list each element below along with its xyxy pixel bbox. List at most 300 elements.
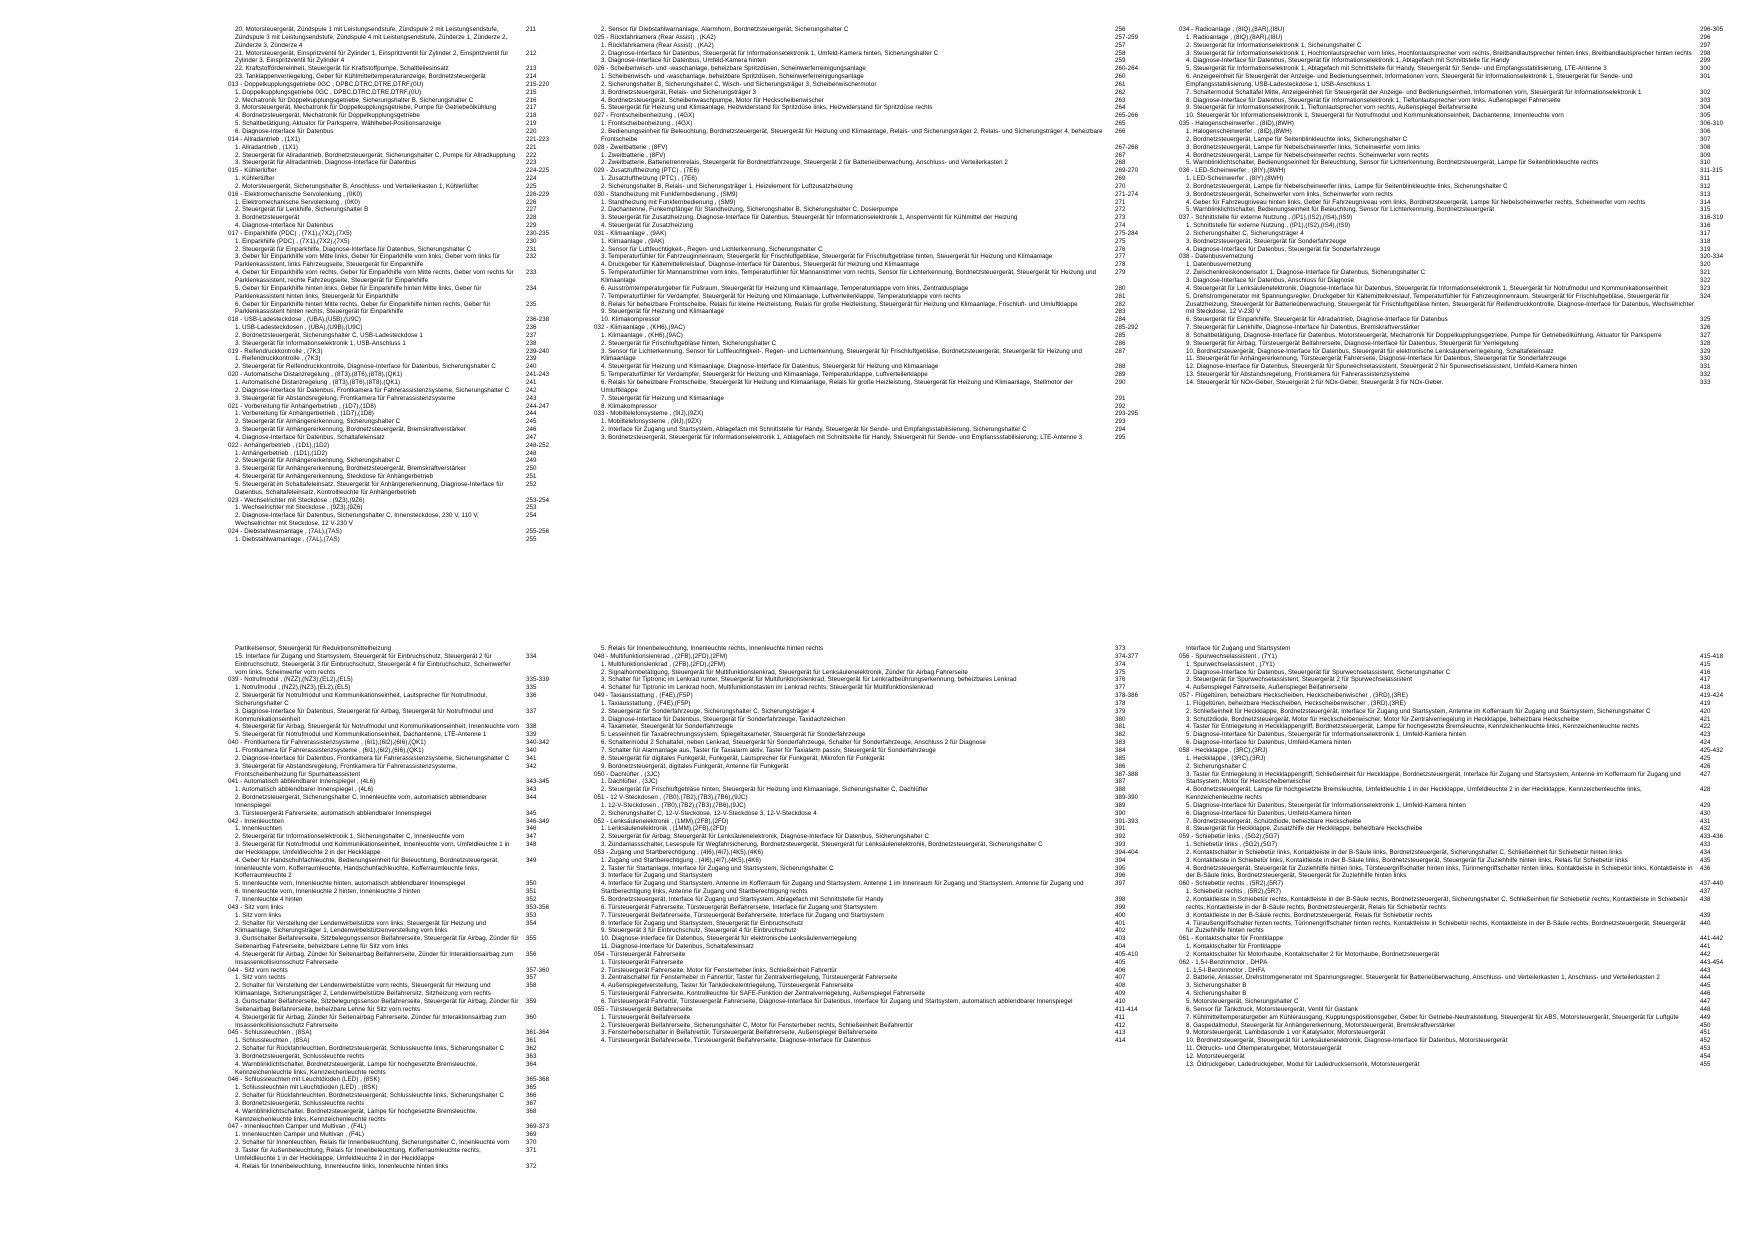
toc-entry-label: 9. Steuergerät für Informationselektronik 1, Tieftonlautsprecher vorn rechts, Außenspiegel Beifahrerseite bbox=[1186, 104, 1478, 112]
toc-entry-page: 318 bbox=[1700, 237, 1711, 245]
toc-entry-label: 1. Radioanlage , (8IQ),(8AR),(I8U) bbox=[1186, 33, 1283, 41]
toc-entry bbox=[1179, 708, 1746, 716]
toc-entry-page: 394-404 bbox=[1115, 848, 1139, 856]
toc-entry bbox=[228, 825, 576, 833]
toc-entry-label: 2. Schalter für Rückfahrleuchten, Bordnetzsteuergerät, Schlussleuchte links, Sicherungshalter C bbox=[235, 1045, 504, 1053]
toc-entry-label: 056 - Spurwechselassistent , (7Y1) bbox=[1179, 652, 1278, 660]
toc-entry-label: 5. Türsteuergerät Fahrerseite, Kontrollleuchte für SAFE-Funktion der Zentralverriegelung, Außenspiegel Fahrerseite bbox=[601, 990, 926, 998]
toc-entry-label: 2. Steuergerät für Reifendruckkontrolle, Diagnose-Interface für Datenbus, Sicherungshalter C bbox=[235, 363, 496, 371]
toc-entry bbox=[594, 849, 1161, 857]
toc-entry-page: 233 bbox=[526, 269, 537, 277]
toc-entry-label: 4. Steuergerät für Airbag, Zünder für Seitenairbag Beifahrerseite, Zünder für Interaktionsairbag zum Insassenkollisionsschutz Fahrerseite bbox=[235, 950, 514, 966]
toc-entry bbox=[594, 316, 1161, 324]
toc-entry bbox=[228, 395, 576, 403]
toc-entry-label: 047 - Innenleuchten Camper und Multivan , (F4L) bbox=[228, 1123, 367, 1131]
toc-entry-label: 5. Lesseinheit für Taxabrechnungssystem, Spiegeltaxameter, Steuergerät für Sonderfahrzeuge bbox=[601, 731, 866, 739]
toc-entry-label: 10. Diagnose-Interface für Datenbus, Steuergerät für elektronische Lenksäulenverriegelung bbox=[601, 935, 857, 943]
toc-entry-page: 436 bbox=[1700, 864, 1711, 872]
toc-entry-page: 425-432 bbox=[1700, 746, 1724, 754]
toc-entry-label: 21. Motorsteuergerät, Einspritzventil für Zylinder 1, Einspritzventil für Zylinder 2, Einspritzventil für Zylinder 3, Einspritzventil für Zylinder 4 bbox=[235, 49, 509, 65]
toc-entry-page: 247 bbox=[526, 433, 537, 441]
toc-entry bbox=[228, 410, 576, 418]
toc-entry-page: 439 bbox=[1700, 911, 1711, 919]
toc-entry bbox=[1179, 802, 1746, 810]
toc-entry-label: 3. Kontaktleiste in Schiebetür links, Kontaktleiste in der B-Säule links, Bordnetzsteuergerät, Steuergerät für Zuziehhilfe hinten links, Relais für Schiebetür links bbox=[1186, 856, 1628, 864]
toc-entry bbox=[1179, 183, 1746, 191]
toc-entry-label: 3. Gurtschalter Beifahrerseite, Sitzbelegungssensor Beifahrerseite, Steuergerät für Airbag, Zünder für Seitenairbag Beifahrerseite, beheizbare Lehne für Sitz vorn rechts bbox=[235, 997, 519, 1013]
toc-entry bbox=[1179, 175, 1746, 183]
toc-entry-page: 283 bbox=[1115, 308, 1126, 316]
toc-entry-page: 231 bbox=[526, 245, 537, 253]
toc-entry bbox=[228, 1147, 576, 1163]
toc-entry bbox=[594, 1029, 1161, 1037]
toc-entry-page: 346 bbox=[526, 825, 537, 833]
toc-entry-label: 1. Halogenscheinwerfer , (8ID),(8WH) bbox=[1186, 127, 1292, 135]
toc-entry bbox=[594, 998, 1161, 1006]
toc-entry-label: 9. Steuergerät 3 für Einbruchschutz, Steuergerät 4 für Einbruchschutz bbox=[601, 927, 797, 935]
toc-entry-label: 2. Kontaktleiste in Schiebetür rechts, Kontaktleiste in der B-Säule rechts, Bordnetzsteuergerät, Sicherungshalter C, Schließeinheit für Schiebetür rechts, Kontaktleiste in Schiebetür rechts, Kontaktleiste in der B-Säule rechts, Bordnetzsteuergerät, Relais für Schiebetür rechts bbox=[1186, 896, 1688, 911]
toc-entry-page: 358 bbox=[526, 982, 537, 990]
toc-entry bbox=[228, 778, 576, 786]
toc-entry-label: 4. Bordnetzsteuergerät, Steuergerät für Zuziehhilfe hinten links, Türsteuergriffschalter hinten links, Türinnengriffschalter hinten links, Kontaktleiste in Schiebetür links, Kontaktleiste in der B-Säule links, Bordnetzsteuergerät, Steuergerät für Zuziehhilfe hinten links bbox=[1186, 864, 1693, 880]
toc-entry bbox=[594, 943, 1161, 951]
toc-entry-page: 226 bbox=[526, 198, 537, 206]
toc-entry-label: 7. Temperaturfühler für Verdampfer, Steuergerät für Heizung und Klimaanlage, Luftverteilerklappe, Temperaturklappe vorn rechts bbox=[601, 292, 961, 300]
toc-entry-label: 2. Diagnose-Interface für Datenbus, Frontkamera für Fahrerassistenzsysteme, Sicherungshalter C bbox=[235, 754, 510, 762]
toc-entry bbox=[1179, 230, 1746, 238]
toc-entry-page: 391 bbox=[1115, 825, 1126, 833]
toc-entry-label: 1. Zugang und Startberechtigung , (4I6),(4I7),(4K5),(4K6) bbox=[601, 856, 762, 864]
toc-entry bbox=[228, 418, 576, 426]
toc-entry bbox=[1179, 723, 1746, 731]
toc-entry-label: 1. Anhängerbetrieb , (1D1),(1D2) bbox=[235, 449, 328, 457]
toc-entry-label: 017 - Einparkhilfe (PDC) , (7X1),(7X2),(7X5) bbox=[228, 229, 352, 237]
toc-entry-label: 5. Geber für Einparkhilfe hinten links, Geber für Einparkhilfe hinten Mitte links, Geber für Parklenkassistent hinten links, Steuergerät für Einparkhilfe bbox=[235, 284, 482, 300]
toc-entry bbox=[228, 152, 576, 160]
toc-entry-page: 379 bbox=[1115, 707, 1126, 715]
toc-entry-page: 365 bbox=[526, 1084, 537, 1092]
toc-entry-page: 282 bbox=[1115, 300, 1126, 308]
toc-entry-label: 062 - 1,5-l-Benzinmotor , DHPA bbox=[1179, 958, 1268, 966]
toc-entry-page: 345 bbox=[526, 809, 537, 817]
toc-entry-label: 1. Datenbusvernetzung bbox=[1186, 261, 1252, 269]
toc-entry-page: 253 bbox=[526, 504, 537, 512]
toc-entry-page: 332 bbox=[1700, 371, 1711, 379]
toc-entry-page: 316-319 bbox=[1700, 214, 1724, 222]
toc-entry-page: 276 bbox=[1115, 245, 1126, 253]
toc-entry-page: 433 bbox=[1700, 841, 1711, 849]
toc-entry bbox=[228, 1014, 576, 1030]
toc-entry bbox=[594, 191, 1161, 199]
toc-entry-label: 9. Steuergerät für Airbag, Türsteuergerät Beifahrerseite, Diagnose-Interface für Datenbus, Steuergerät für Verriegelung bbox=[1186, 339, 1519, 347]
toc-entry-page: 376 bbox=[1115, 676, 1126, 684]
toc-entry-page: 422 bbox=[1700, 723, 1711, 731]
toc-entry bbox=[228, 1131, 576, 1139]
toc-entry bbox=[594, 206, 1161, 214]
toc-entry-page: 362 bbox=[526, 1045, 537, 1053]
toc-entry-label: 1. LED-Scheinwerfer , (8IY),(8WH) bbox=[1186, 175, 1284, 183]
toc-entry bbox=[228, 747, 576, 755]
toc-entry-label: 2. Türsteuergerät Fahrerseite, Motor für Fensterheber links, Schließeinheit Fahrertür bbox=[601, 966, 837, 974]
toc-entry-label: 055 - Türsteuergerät Beifahrerseite bbox=[594, 1005, 693, 1013]
toc-entry bbox=[228, 465, 576, 473]
toc-entry-page: 256 bbox=[1115, 26, 1126, 33]
toc-entry-label: 6. Sensor für Tankdruck, Motorsteuergerät, Ventil für Gastank bbox=[1186, 1005, 1358, 1013]
toc-entry-page: 311 bbox=[1700, 175, 1711, 183]
toc-entry-label: 4. Diagnose-Interface für Datenbus, Schaltafeleinsatz bbox=[235, 433, 385, 441]
toc-entry-label: 5. Schaltbetätigung, Aktuator für Parksperre, Wählhebel-Positionsanzeige bbox=[235, 120, 442, 128]
toc-entry bbox=[594, 857, 1161, 865]
toc-entry-page: 454 bbox=[1700, 1052, 1711, 1060]
toc-entry-page: 257-259 bbox=[1115, 33, 1139, 41]
toc-entry-page: 230 bbox=[526, 237, 537, 245]
toc-entry bbox=[228, 332, 576, 340]
toc-entry bbox=[228, 1139, 576, 1147]
toc-entry-page: 365-368 bbox=[526, 1076, 550, 1084]
toc-entry-page: 309 bbox=[1700, 151, 1711, 159]
toc-entry-label: 2. Taster für Startanlage, Interface für Zugang und Startsystem, Sicherungshalter C bbox=[601, 864, 834, 872]
toc-entry-page: 322 bbox=[1700, 277, 1711, 284]
toc-entry-label: 4. Steuergerät für Anhängererkennung, Steckdose für Anhängerbetrieb bbox=[235, 473, 434, 481]
toc-entry bbox=[228, 512, 576, 528]
toc-entry bbox=[594, 716, 1161, 724]
toc-entry-label: 3. Zentralschalter für Fensterheber in Fahrertür, Taster für Zentralverriegelung, Türsteuergerät Fahrerseite bbox=[601, 974, 898, 982]
toc-entry bbox=[1179, 355, 1746, 363]
toc-entry bbox=[1179, 363, 1746, 371]
toc-entry bbox=[1179, 943, 1746, 951]
toc-entry-label: 3. Bordnetzsteuergerät, Steuergerät für Informationselektronik 1, Ablagefach mit Schnittstelle für Handy, Steuergerät für Sende- und Empfanssstabilisierung, LTE-Antenne 3 bbox=[601, 433, 1083, 441]
toc-entry-page: 411 bbox=[1115, 1013, 1126, 1021]
toc-entry-label: 037 - Schnittstelle für externe Nutzung , (IP1),(IS2),(IS4),(IS9) bbox=[1179, 214, 1353, 222]
toc-entry-page: 381 bbox=[1115, 723, 1126, 731]
toc-entry bbox=[228, 301, 576, 317]
toc-entry-page: 408 bbox=[1115, 982, 1126, 990]
toc-entry-page: 443 bbox=[1700, 966, 1711, 974]
toc-entry-label: 7. Kühlmitteltemperaturgeber am Kühlerausgang, Kupplungspositionsgeber, Geber für Getriebe-Neutralstellung, Steuergerät für ABS, Motorsteuergerät, Steuergerät für Luftgüte bbox=[1186, 1013, 1679, 1021]
toc-entry bbox=[228, 167, 576, 175]
toc-entry-page: 310 bbox=[1700, 159, 1711, 167]
toc-entry bbox=[1179, 167, 1746, 175]
toc-entry-label: 1. Schlussleuchten mit Leuchtdioden (LED) , (8SK) bbox=[235, 1084, 378, 1092]
toc-entry-page: 224-225 bbox=[526, 167, 550, 175]
toc-entry-label: 4. Bordnetzsteuergerät, Scheibenwaschpumpe, Motor für Heckscheibenwischer bbox=[601, 96, 824, 104]
toc-entry-page: 271-274 bbox=[1115, 190, 1139, 198]
toc-entry-page: 289 bbox=[1115, 371, 1126, 379]
toc-entry-page: 449 bbox=[1700, 1013, 1711, 1021]
toc-entry-label: 3. Steuergerät für Notrufmodul und Kommunikationseinheit, Innenleuchte vorn, Umfeldleuchte 1 in der Heckklappe, Umfeldleuchte 2 in der Heckklappe bbox=[235, 841, 510, 856]
toc-entry bbox=[1179, 825, 1746, 833]
toc-entry-label: 11. Steuergerät für Anhängererkennung, Türsteuergerät Fahrerseite, Diagnose-Interface für Datenbus, Steuergerät für Sonderfahrzeuge bbox=[1186, 355, 1567, 363]
toc-entry-page: 410 bbox=[1115, 997, 1126, 1005]
toc-entry-page: 352 bbox=[526, 896, 537, 903]
toc-entry bbox=[228, 450, 576, 458]
toc-entry-page: 269 bbox=[1115, 175, 1126, 183]
toc-entry bbox=[1179, 920, 1746, 936]
toc-entry bbox=[228, 434, 576, 442]
toc-entry bbox=[594, 865, 1161, 873]
toc-entry-label: 11. Diagnose-Interface für Datenbus, Schaltafeleinsatz bbox=[601, 943, 754, 951]
toc-entry-label: 2. Bordnetzsteuergerät, Lampe für Seitenblinkleuchte links, Sicherungshalter C bbox=[1186, 135, 1408, 143]
toc-entry bbox=[1179, 739, 1746, 747]
toc-entry-label: 2. Mechatronik für Doppelkupplungsgetriebe, Sicherungshalter B, Sicherungshalter C bbox=[235, 96, 474, 104]
toc-entry-label: 2. Schalter für Verstellung der Lendenwirbelstütze vorn rechts, Steuergerät für Heizung und Klimaanlage, Sicherungsträger 2, Lendenwirbelstütze Beifahrersitz, Sitzheizung vorn rechts bbox=[235, 982, 491, 998]
toc-entry bbox=[1179, 967, 1746, 975]
toc-entry-label: 1. Kontaktschalter für Frontklappe bbox=[1186, 943, 1281, 951]
toc-entry-page: 401 bbox=[1115, 919, 1126, 927]
toc-entry-page: 399 bbox=[1115, 903, 1126, 911]
toc-entry-page: 226-229 bbox=[526, 190, 550, 198]
toc-entry-page: 380 bbox=[1115, 715, 1126, 723]
toc-entry bbox=[228, 230, 576, 238]
toc-entry-label: 2. Kontaktschalter in Schiebetür links, Kontaktleiste in der B-Säule links, Bordnetzsteuergerät, Sicherungshalter C, Schließeinheit für Schiebetür hinten links bbox=[1186, 848, 1622, 856]
toc-entry bbox=[1179, 136, 1746, 144]
toc-entry-label: 4. Steuergerät für Airbag, Steuergerät für Notrufmodul und Kommunikationseinheit, Innenleuchte vorn bbox=[235, 723, 520, 731]
toc-entry-label: 5. Temperaturfühler für Mannanstrimer vorn links, Temperaturfühler für Mannanstrimer vorn rechts, Sensor für Lichterkennung, Bordnetzsteuergerät, Steuergerät für Heizung und Klimaanlage bbox=[601, 269, 1097, 284]
toc-entry-page: 387-388 bbox=[1115, 770, 1139, 778]
toc-entry-page: 372 bbox=[526, 1162, 537, 1170]
toc-entry bbox=[228, 199, 576, 207]
toc-entry-page: 214 bbox=[526, 73, 537, 81]
toc-entry bbox=[228, 763, 576, 779]
toc-entry-page: 452 bbox=[1700, 1037, 1711, 1045]
toc-entry-page: 241 bbox=[526, 378, 537, 386]
toc-entry-page: 278 bbox=[1115, 261, 1126, 269]
toc-entry-label: 4. Taxameter, Steuergerät für Sonderfahrzeuge bbox=[601, 723, 734, 731]
toc-entry bbox=[1179, 755, 1746, 763]
toc-entry-label: 2. Steuergerät für Notrufmodul und Kommunikationseinheit, Lautsprecher für Notrufmodul, Sicherungshalter C bbox=[235, 692, 488, 707]
toc-entry-page: 319 bbox=[1700, 245, 1711, 253]
toc-entry-page: 261 bbox=[1115, 80, 1126, 88]
toc-entry-label: 1. Lenksäulenelektronik , (1MM),(2FB),(2FD) bbox=[601, 825, 727, 833]
toc-entry bbox=[1179, 833, 1746, 841]
toc-entry-page: 441-442 bbox=[1700, 935, 1724, 943]
toc-entry bbox=[228, 974, 576, 982]
toc-entry bbox=[594, 818, 1161, 826]
toc-entry-page: 445 bbox=[1700, 982, 1711, 990]
toc-entry-label: 3. Bordnetzsteuergerät bbox=[235, 214, 300, 222]
toc-entry-label: 3. Gurtschalter Beifahrerseite, Sitzbelegungssensor Beifahrerseite, Steuergerät für Airbag, Zünder für Seitenairbag Fahrerseite, beheizbare Lehne für Sitz vorn links bbox=[235, 935, 519, 951]
toc-entry-label: 1. Klimaanlage , (9AK) bbox=[601, 237, 665, 245]
toc-entry-page: 421 bbox=[1700, 715, 1711, 723]
toc-entry bbox=[1179, 676, 1746, 684]
toc-entry-label: 10. Bordnetzsteuergerät, Steuergerät für Lenksäulenelektronik, Diagnose-Interface für Datenbus, Motorsteuergerät bbox=[1186, 1037, 1508, 1045]
toc-entry-label: 3. Steuergerät für Anhängererkennung, Bordnetzsteuergerät, Bremskraftverstärker bbox=[235, 465, 466, 473]
toc-entry-label: 5. Diagnose-Interface für Datenbus, Steuergerät für Informationselektronik 1, Umfeld-Kamera hinten bbox=[1186, 801, 1466, 809]
toc-entry-label: 4. Relais für Innenbeleuchtung, Innenleuchte links, Innenleuchte hinten links bbox=[235, 1162, 449, 1170]
toc-entry bbox=[1179, 42, 1746, 50]
toc-entry-page: 239 bbox=[526, 355, 537, 363]
toc-entry bbox=[594, 1006, 1161, 1014]
toc-entry bbox=[1179, 277, 1746, 285]
toc-entry bbox=[228, 708, 576, 724]
toc-entry-label: 026 - Scheibenwisch- und -waschanlage, beheizbare Spritzdüsen, Scheinwerferreinigungsanlage bbox=[594, 65, 866, 73]
toc-entry-page: 240 bbox=[526, 363, 537, 371]
toc-entry bbox=[594, 896, 1161, 904]
toc-entry-page: 415-418 bbox=[1700, 652, 1724, 660]
toc-entry bbox=[594, 872, 1161, 880]
toc-entry-label: 3. Steuergerät für Abstandsregelung, Frontkamera für Fahrerassistenzsysteme bbox=[235, 394, 456, 402]
toc-entry-page: 431 bbox=[1700, 817, 1711, 825]
toc-entry-page: 356 bbox=[526, 950, 537, 958]
toc-entry-label: 3. Steuergerät für Spurwechselassistent, Steuergerät 2 für Spurwechselassistent bbox=[1186, 676, 1413, 684]
toc-entry bbox=[594, 144, 1161, 152]
toc-entry bbox=[594, 340, 1161, 348]
toc-entry-page: 453 bbox=[1700, 1045, 1711, 1053]
toc-entry-page: 259 bbox=[1115, 57, 1126, 65]
toc-entry bbox=[594, 175, 1161, 183]
toc-entry bbox=[1179, 324, 1746, 332]
toc-entry bbox=[1179, 120, 1746, 128]
toc-entry bbox=[228, 238, 576, 246]
toc-entry bbox=[594, 403, 1161, 411]
toc-entry-label: 4. Steuergerät für Airbag, Zünder für Seitenairbag Fahrerseite, Zünder für Interaktionsairbag zum Insassenkollisionsschutz Fahrerseite bbox=[235, 1013, 507, 1029]
toc-entry-label: 2. Sicherungshalter C, 12-V-Steckdose, 12-V-Steckdose 3, 12-V-Steckdose 4 bbox=[601, 809, 817, 817]
toc-entry-page: 447 bbox=[1700, 997, 1711, 1005]
toc-entry-page: 221 bbox=[526, 143, 537, 151]
toc-entry-label: 6. Steuergerät für Einparkhilfe, Steuergerät für Allradantrieb, Diagnose-Interface für Datenbus bbox=[1186, 316, 1448, 324]
toc-entry-page: 433-436 bbox=[1700, 833, 1724, 841]
toc-entry-label: 3. Diagnose-Interface für Datenbus, Steuergerät für Sonderfahrzeuge, Taxidachzeichen bbox=[601, 715, 846, 723]
toc-entry-label: 029 - Zusatzluftheizung (PTC) , (7E6) bbox=[594, 167, 700, 175]
toc-entry-label: 2. Dachantenne, Funkempfänger für Standheizung, Sicherungshalter B, Sicherungshalter C, Dosierpumpe bbox=[601, 206, 899, 214]
toc-entry bbox=[228, 888, 576, 896]
toc-entry-page: 257 bbox=[1115, 41, 1126, 49]
toc-entry-label: 2. Diagnose-Interface für Datenbus, Steuergerät für Spurwechselassistent, Sicherungshalter C bbox=[1186, 668, 1451, 676]
toc-entry-label: 1. 1,5-l-Benzinmotor , DHFA bbox=[1186, 966, 1266, 974]
toc-entry-page: 411-414 bbox=[1115, 1005, 1138, 1013]
toc-entry-page: 396 bbox=[1115, 872, 1126, 880]
toc-entry-page: 215-220 bbox=[526, 80, 550, 88]
toc-entry bbox=[228, 120, 576, 128]
toc-entry-page: 384 bbox=[1115, 746, 1126, 754]
toc-entry-page: 348 bbox=[526, 841, 537, 849]
toc-entry-label: 3. Steuergerät für Abstandsregelung, Frontkamera für Fahrerassistenzsysteme, Frontscheibenheizung für Spurhalteassistent bbox=[235, 762, 458, 778]
toc-entry-label: 2. Steuergerät für Informationselektronik 1, Sicherungshalter C, Innenleuchte vorn bbox=[235, 833, 465, 841]
toc-entry-page: 395 bbox=[1115, 864, 1126, 872]
toc-entry-page: 314 bbox=[1700, 198, 1711, 206]
toc-entry-label: 4. Steuergerät für Lenksäulenelektronik, Diagnose-Interface für Datenbus, Steuergerät für Informationselektronik 1, Steuergerät für Notrufmodul und Kommunikationseinheit bbox=[1186, 284, 1668, 292]
toc-entry-label: 045 - Schlussleuchten , (8SA) bbox=[228, 1029, 312, 1037]
toc-entry-label: 023 - Wechselrichter mit Steckdose , (9Z3),(9Z6) bbox=[228, 496, 365, 504]
toc-entry-page: 328 bbox=[1700, 339, 1711, 347]
toc-entry-page: 273 bbox=[1115, 214, 1126, 222]
toc-entry-label: 13. Öldruckgeber, Ladedruckgeber, Modul für Ladedrucksensorik, Motorsteuergerät bbox=[1186, 1060, 1420, 1068]
toc-entry bbox=[228, 324, 576, 332]
toc-entry bbox=[228, 920, 576, 936]
toc-entry-page: 427 bbox=[1700, 770, 1711, 778]
toc-entry bbox=[228, 387, 576, 395]
toc-entry bbox=[228, 723, 576, 731]
toc-entry-label: 2. Schalter für Innenleuchten, Relais für Innenbeleuchtung, Sicherungshalter C, Innenleuchte vorn bbox=[235, 1139, 510, 1147]
toc-entry-page: 258 bbox=[1115, 49, 1126, 57]
toc-entry bbox=[228, 731, 576, 739]
toc-entry-label: 014 - Allradantrieb , (1X1) bbox=[228, 135, 301, 143]
toc-entry-page: 382 bbox=[1115, 731, 1126, 739]
toc-entry-label: 4. Diagnose-Interface für Datenbus, Steuergerät für Informationselektronik 1, Ablagefach mit Schnittstelle für Handy bbox=[1186, 57, 1510, 65]
toc-entry-label: 9. Motorsteuergerät, Lambdasonde 1 vor Katalysator, Motorsteuergerät bbox=[1186, 1029, 1386, 1037]
toc-entry bbox=[228, 403, 576, 411]
toc-entry-page: 235 bbox=[526, 300, 537, 308]
toc-entry bbox=[228, 481, 576, 497]
toc-entry-page: 297 bbox=[1700, 41, 1711, 49]
toc-entry-label: 2. Steuergerät für Sonderfahrzeuge, Sicherungshalter C, Sicherungsträger 4 bbox=[601, 707, 815, 715]
toc-entry bbox=[594, 112, 1161, 120]
toc-entry bbox=[228, 1100, 576, 1108]
toc-entry-label: 1. Sitz vorn links bbox=[235, 911, 282, 919]
toc-entry-label: 11. Öldrucks- und Öltemperaturgeber, Motorsteuergerät bbox=[1186, 1045, 1342, 1053]
toc-entry bbox=[1179, 144, 1746, 152]
toc-entry-label: 025 - Rückfahrkamera (Rear Assist) , (KA2) bbox=[594, 33, 716, 41]
toc-entry bbox=[228, 684, 576, 692]
toc-entry-label: 3. Bordnetzsteuergerät, Schlussleuchte rechts bbox=[235, 1052, 365, 1060]
toc-entry bbox=[594, 120, 1161, 128]
toc-entry-label: 032 - Klimaanlage , (KH6),(9AC) bbox=[594, 324, 685, 332]
toc-entry bbox=[594, 723, 1161, 731]
toc-entry bbox=[594, 199, 1161, 207]
toc-entry-page: 246 bbox=[526, 426, 537, 434]
toc-entry-label: 2. Zwischenkreiskondensator 1, Diagnose-Interface für Datenbus, Sicherungshalter C bbox=[1186, 269, 1426, 277]
toc-entry-label: 5. Warnblinklichtschalter, Bedienungseinheit für Beleuchtung, Sensor für Lichterkennung, Bordnetzsteuergerät bbox=[1186, 206, 1495, 214]
toc-entry bbox=[228, 692, 576, 708]
toc-entry-label: 061 - Kontaktschalter für Frontklappe bbox=[1179, 935, 1284, 943]
toc-entry bbox=[1179, 206, 1746, 214]
toc-entry-page: 304 bbox=[1700, 104, 1711, 112]
toc-entry bbox=[228, 371, 576, 379]
toc-entry-page: 302 bbox=[1700, 88, 1711, 96]
toc-entry-page: 229 bbox=[526, 222, 537, 230]
toc-entry-label: 028 - Zweitbatterie , (8FV) bbox=[594, 143, 668, 151]
toc-entry bbox=[594, 841, 1161, 849]
toc-entry-label: 4. Bordnetzsteuergerät, Lampe für hochgesetzte Bremsleuchte, Umfeldleuchte 1 in der Heckklappe, Umfeldleuchte 2 in der Heckklappe, Kennzeichenleuchte links, Kennzeichenleuchte rechts bbox=[1186, 786, 1642, 802]
toc-entry-page: 264 bbox=[1115, 104, 1126, 112]
toc-entry bbox=[228, 159, 576, 167]
toc-entry-page: 294 bbox=[1115, 426, 1126, 434]
toc-entry-page: 274 bbox=[1115, 222, 1126, 230]
toc-entry bbox=[1179, 810, 1746, 818]
toc-entry-label: 5. Relais für Innenbeleuchtung, Innenleuchte rechts, Innenleuchte hinten rechts bbox=[601, 645, 824, 652]
toc-entry-page: 346-349 bbox=[526, 817, 550, 825]
toc-entry bbox=[594, 332, 1161, 340]
toc-entry bbox=[228, 73, 576, 81]
toc-entry bbox=[594, 763, 1161, 771]
toc-entry-page: 369 bbox=[526, 1131, 537, 1139]
toc-entry bbox=[594, 293, 1161, 301]
toc-entry-page: 391-393 bbox=[1115, 817, 1139, 825]
toc-entry-label: 1. Sitz vorn rechts bbox=[235, 974, 286, 982]
toc-entry-page: 213 bbox=[526, 65, 537, 73]
toc-entry bbox=[228, 379, 576, 387]
toc-entry bbox=[1179, 371, 1746, 379]
toc-entry-label: 20. Motorsteuergerät, Zündspule 1 mit Leistungsendstufe, Zündspule 2 mit Leistungsendstufe, Zündspule 3 mit Leistungsendstufe, Zündspule 4 mit Leistungsendstufe, Zünderze 1, Zünderze 2, Zünderze 3, Zünderze 4 bbox=[235, 26, 508, 49]
toc-entry-page: 295 bbox=[1115, 433, 1126, 441]
toc-entry-page: 311-315 bbox=[1700, 167, 1723, 175]
toc-entry-page: 373 bbox=[1115, 645, 1126, 652]
toc-entry bbox=[1179, 959, 1746, 967]
toc-entry-label: 7. Bordnetzsteuergerät, Schutzdiode, beheizbare Heckscheibe bbox=[1186, 817, 1362, 825]
toc-entry-page: 300 bbox=[1700, 65, 1711, 73]
toc-entry bbox=[228, 818, 576, 826]
toc-entry-page: 398 bbox=[1115, 896, 1126, 903]
toc-entry-label: 3. Türsteuergerät Fahrerseite, automatisch abblendbarer Innenspiegel bbox=[235, 809, 432, 817]
toc-entry bbox=[594, 183, 1161, 191]
toc-entry-label: 018 - USB-Ladesteckdose , (UBA),(U5B),(U9C) bbox=[228, 316, 361, 324]
toc-entry bbox=[1179, 747, 1746, 755]
toc-entry-page: 275 bbox=[1115, 237, 1126, 245]
toc-entry bbox=[594, 645, 1161, 653]
toc-entry-label: 2. Diagnose-Interface für Datenbus, Frontkamera für Fahrerassistenzsysteme, Sicherungshalter C bbox=[235, 386, 510, 394]
toc-entry-page: 413 bbox=[1115, 1029, 1126, 1037]
toc-entry-label: 5. Bordnetzsteuergerät, Interface für Zugang und Startsystem, Ablagefach mit Schnittstelle für Handy bbox=[601, 896, 884, 903]
